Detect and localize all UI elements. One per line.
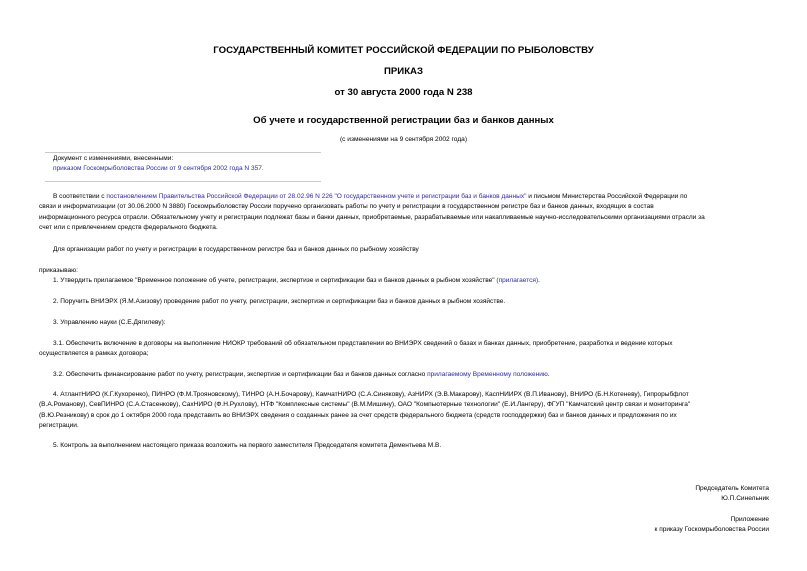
item-4-line-1: 4. АтлантНИРО (К.Г.Кухоренко), ПИНРО (Ф.М.Трояновскому), ТИНРО (А.Н.Бочарову), КамчатНИРО (С.А.Синякову), АзНИРХ (Э.В.Макарову), КаспНИИРХ (В.П.Иванову), ВНИРО (Б.Н.Котеневу), Гипрорыбфлот [53,391,689,398]
intro-text: В соответствии с [53,193,107,200]
item-1-text: 1. Утвердить прилагаемое "Временное положение об учете, регистрации, экспертизе и сертификации баз и банков данных в рыбном хозяйстве" [53,277,497,284]
item-5: 5. Контроль за выполнением настоящего приказа возложить на первого заместителя Председателя комитета Дементьева М.В. [53,442,442,449]
item-3: 3. Управлению науки (С.Е.Дягилеву): [53,319,166,326]
signature-name: Ю.П.Синельник [721,495,769,502]
revision-note: (с изменениями на 9 сентября 2002 года) [339,136,468,143]
item-3-2 [39,370,786,380]
changes-label: Документ с изменениями, внесенными: [53,155,174,162]
intro-line-4: счет или с привлечением средств федерального бюджета. [39,224,218,232]
item-3-2-text: 3.2. Обеспечить финансирование работ по учету, регистрации, экспертизе и сертификации баз и банков данных согласно [53,371,428,378]
item-1 [39,276,786,286]
intro-paragraph [39,192,772,234]
item-3-1-line-1: 3.1. Обеспечить включение в договоры на выполнение НИОКР требований об обязательном представлении во ВНИЭРХ сведений о базах и банках данных, приобретение, разработка и ведение которых [53,340,673,347]
government-decree-link[interactable]: постановлением Правительства Российской Федерации от 28.02.96 N 226 "О государственном учете и регистрации баз и банков данных" [106,193,527,200]
item-3-2-end: . [547,371,550,378]
item-3-1-line-2: осуществляется в рамках договора; [39,350,149,358]
appendix-label: Приложение [730,516,769,523]
appendix-ref: к приказу Госкомрыболовства России [654,526,769,533]
committee-heading: ГОСУДАРСТВЕННЫЙ КОМИТЕТ РОССИЙСКОЙ ФЕДЕРАЦИИ ПО РЫБОЛОВСТВУ [213,45,594,56]
item-1-end: . [538,277,540,284]
attachment-link[interactable]: (прилагается) [496,277,539,284]
order-word: приказываю: [39,267,78,274]
doc-type-heading: ПРИКАЗ [384,66,423,77]
item-3-1 [39,339,772,360]
changes-divider-top [45,152,321,153]
item-4-line-2: (В.А.Романову), СевПИНРО (С.А.Стасенкову), СахНИРО (Ф.Н.Рухлову), НТФ "Комплексные системы" (В.М.Мишину), ОАО "Компьютерные технологии" (Е.И.Лангеру), ФГУП "Камчатский центр связи и мониторинга" [39,401,691,409]
intro-text: и письмом Министерства Российской Федерации по [526,193,688,200]
provisional-regulation-link[interactable]: прилагаемому Временному положению [427,371,548,378]
changes-divider-bottom [45,181,321,182]
item-4 [39,390,772,432]
changes-link[interactable]: приказом Госкомрыболовства России от 9 сентября 2002 года N 357. [53,165,264,172]
intro-line-3: информационного ресурса отрасли. Обязательному учету и регистрации подлежат базы и банки данных, приобретаемые, разрабатываемые или накапливаемые научно-исследовательскими организациями отрасли за [39,213,705,221]
date-number-heading: от 30 августа 2000 года N 238 [334,87,473,98]
item-2: 2. Поручить ВНИЭРХ (Я.М.Азизову) проведение работ по учету, регистрации, экспертизе и сертификации баз и банков данных в рыбном хозяйстве. [53,298,506,305]
intro-line-2: связи и информатизации (от 30.06.2000 N 3880) Госкомрыболовству России поручено организовать работы по учету и регистрации в государственном регистре баз и банков данных, входящих в состав [39,203,654,211]
intro-line-1 [39,192,772,202]
purpose-paragraph: Для организации работ по учету и регистрации в государственном регистре баз и банков данных по рыбному хозяйству [53,246,419,253]
item-4-line-4: регистрации. [39,422,79,430]
item-4-line-3: (В.Ю.Резникову) в срок до 1 октября 2000 года представить во ВНИЭРХ сведения о созданных ранее за счет средств федерального бюджета (средств господдержки) баз и банков данных и предложения по их [39,411,677,419]
document-title: Об учете и государственной регистрации баз и банков данных [253,115,554,126]
signature-position: Председатель Комитета [695,485,769,492]
